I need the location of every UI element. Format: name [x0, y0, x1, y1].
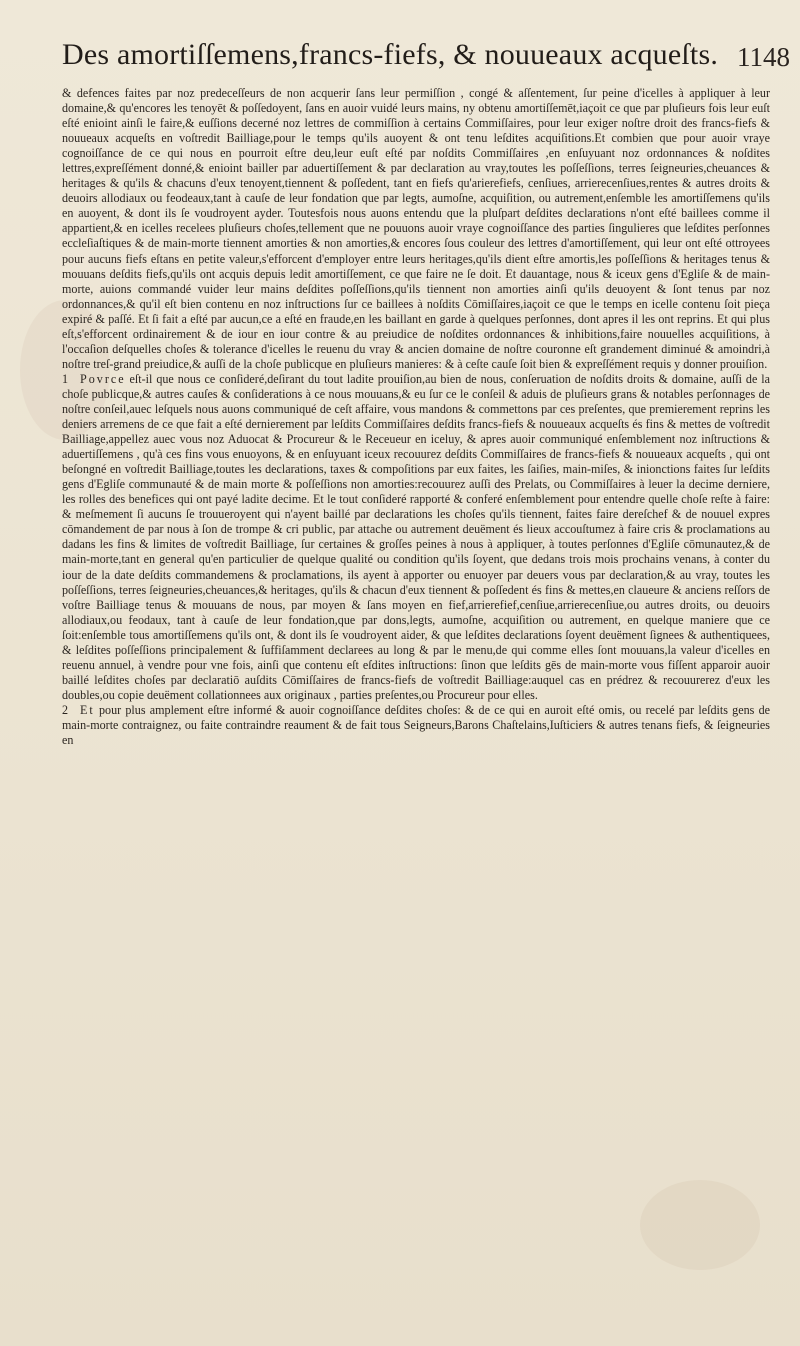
paragraph-article-1: [62, 372, 770, 703]
paragraph-opening: [62, 86, 770, 372]
running-title: Des amortiſſemens,francs-fiefs, & nouueaux acqueſts.: [62, 38, 719, 71]
article-number: 1: [62, 371, 69, 386]
page-number: 1148: [737, 42, 790, 72]
paper-stain: [640, 1180, 760, 1270]
body-text: [62, 86, 770, 748]
page-header: [62, 38, 790, 84]
paragraph-text: pour plus amplement eſtre informé & auoir cognoiſſance deſdites choſes: & de ce qui en auroit eſté omis, ou recelé par leſdits gens de main-morte contraignez, ou faite contraindre reaument & de fait tous Seigneurs,Barons Chaſtelains,Iuſticiers & autres tenans fiefs, & ſeigneuries en: [62, 702, 770, 748]
paragraph-text: eſt-il que nous ce conſideré,deſirant du tout ladite prouiſion,au bien de nous, conſeruation de noſdits droits & domaine, auſſi de la choſe publicque,& autres cauſes & conſiderations à ce nous mouuans,& eu ſur ce le conſeil & aduis de pluſieurs grans & notables perſonnages de noſtre conſeil,auec leſquels nous auons communiqué de ceſt affaire, vous mandons & commettons par ces preſentes, que premierement reprins les deniers arremens de ce que fait a eſté dernierement par leſdits Commiſſaires deſdits francs-fiefs & nouueaux acqueſts és fins & mettes de voſtredit Bailliage,appellez auec vous noz Aduocat & Procureur & le Receueur en iceluy, & apres auoir communiqué enſemblement noz inſtructions & aduertiſſemens , qu'à ces fins vous enuoyons, & en enſuyuant iceux recouurez deſdits Commiſſaires de francs-fiefs & nouueaux acqueſts , qui ont beſongné en voſtredit Bailliage,toutes les declarations, taxes & compoſitions par eux faites, les ſaiſies, main-miſes, & inionctions faites ſur leſdits gens d'Egliſe communauté & de main morte & poſſeſſions non amorties:recouurez auſſi des Prelats, ou Commiſſaires à leuer la decime derniere, les rolles des benefices qui ont payé ladite decime. Et le tout conſideré rapporté & conferé enſemblement pour entendre quelle choſe reſte à faire: & meſmement ſi aucuns ſe trouueroyent qui n'ayent baillé par declarations les choſes qu'ils tiennent, faites faire dereſchef & de nouuel expres cōmandement de par nous à ſon de trompe & cri public, par attache ou autrement deuëment és lieux accouſtumez à faire cris & proclamations au dadans les fins & limites de voſtredit Bailliage, ſur certaines & groſſes peines à nous à appliquer, à toutes perſonnes d'Egliſe cōmunautez,& de main-morte,tant en general qu'en particulier de quelque qualité ou condition qu'ils ſoyent, que dedans trois mois prochains venans, à conter du iour de la date deſdits commandemens & proclamations, ils ayent à apporter ou enuoyer par deuers vous par declaration,& au vray, toutes les poſſeſſions, terres ſeigneuries,cheuances,& heritages, qu'ils & chacun d'eux tiennent & poſſedent és fins & mettes,en claueure & anciens reſſors de voſtre Bailliage tenus & mouuans de nous, par moyen & ſans moyen en fief,arrierefief,cenſiue,arrierecenſiue,ou autres droits, ou deuoirs allodiaux,ou feodaux, tant à cauſe de leur fondation,que par dons,legts, aumoſne, acquiſition ou autrement, en quelque maniere que ce ſoit:enſemble tous amortiſſemens qu'ils ont, & dont ils ſe voudroyent aider, & que leſdites declarations ſoyent deuëment ſignees & authentiquees, & leſdites poſſeſſions principalement & ſuffiſamment declarees au long & par le menu,de qui comme elles ſont mouuans,la valeur d'icelles en reuenu annuel, à vendre pour vne fois, ainſi que contenu eſt eſdites inſtructions: ſinon que leſdits gēs de main-morte vous fiſſent apparoir auoir baillé leſdites choſes par declaratiō auſdits Cōmiſſaires de francs-fiefs de voſtredit Bailliage:auquel cas en prédrez & recouurerez d'eux les doubles,ou copie deuëment collationnees aux originaux , parties preſentes,ou Procureur pour elles.: [62, 371, 770, 702]
article-lead-word: Et: [80, 702, 95, 717]
paragraph-text: & defences faites par noz predeceſſeurs de non acquerir ſans leur permiſſion , congé & aſſentement, ſur peine d'icelles à appliquer à leur domaine,& qu'encores les tenoyēt & poſſedoyent, ſans en auoir vuidé leurs mains, ny obtenu amortiſſemēt,iaçoit ce que par pluſieurs fois leur euſt eſté enioint ainſi le faire,& euſſions decerné noz lettres de commiſſion à certains Commiſſaires, pour leur exiger noſtre droit des francs-fiefs & nouueaux acqueſts en voſtredit Bailliage,pour le temps qu'ils auoyent & ont tenu leſdites acquiſitions.Et combien que pour auoir vraye cognoiſſance de ce qui nous en pourroit eſtre deu,leur euſt eſté par noſdits Commiſſaires ,en enſuyuant noz ordonnances & noſdites lettres,expreſſément donné,& enioint bailler par aduertiſſement & par declaration au vray,toutes les poſſeſſions, terres ſeigneuries,cheuances & heritages & qu'ils & chacuns d'eux tenoyent,tiennent & poſſedent, tant en fiefs qu'arierefiefs, cenſiues, arrierecenſiues,rentes & autres droits & deuoirs allodiaux ou feodeaux,tant à cauſe de leur fondation que par legts, aumoſne, acquiſition, ou autrement,enſemble les amortiſſemens qu'ils en auoyent, & dont ils ſe voudroyent ayder. Toutesfois nous auons entendu que la pluſpart deſdites declarations n'ont eſté baillees comme il appartient,& en icelles recelees pluſieurs choſes,tellement que ne pouuons auoir vraye cognoiſſance des parties ſingulieres que leſdites perſonnes eccleſiaſtiques & de main-morte tiennent amorties & non amorties,& encores ſous couleur des lettres d'amortiſſement, qui leur ont eſté ottroyees pour aucuns fiefs eſtans en petite valeur,s'efforcent d'employer entre leurs heritages,qu'ils dient eſtre amortis,les poſſeſſions & heritages tenus & mouuans deſdits fiefs,qu'ils ont acquis depuis ledit amortiſſement, ce que faire ne ſe doit. Et dauantage, nous & iceux gens d'Egliſe & de main-morte, auions commandé vuider leur mains deſdites poſſeſſions,qu'ils tiennent non amorties ainſi qu'ils deuoyent & ſont tenus par noz ordonnances,& qu'il eſt bien contenu en noz inſtructions ſur ce baillees à noſdits Cōmiſſaires,iaçoit ce que le temps en icelle contenu ſoit pieça expiré & paſſé. Et ſi fait a eſté par aucun,ce a eſté en fraude,en les baillant en garde à quelques perſonnes, dont apres il les ont reprins. Et qui plus eſt,s'efforcent ordinairement & de iour en iour contre & au preiudice de noſdites ordonnances & inhibitions,faire nouuelles acquiſitions, à l'occaſion deſquelles choſes & tolerance d'icelles le reuenu du vray & ancien domaine de noſtre couronne eſt grandement diminué & amoindri,à noſtre treſ-grand preiudice,& auſſi de la choſe publicque en pluſieurs manieres: & à ceſte cauſe ſoit bien & expreſſément requis y donner prouiſion.: [62, 86, 770, 371]
article-lead-word: Povrce: [80, 371, 126, 386]
article-number: 2: [62, 702, 69, 717]
paragraph-article-2: [62, 703, 770, 748]
